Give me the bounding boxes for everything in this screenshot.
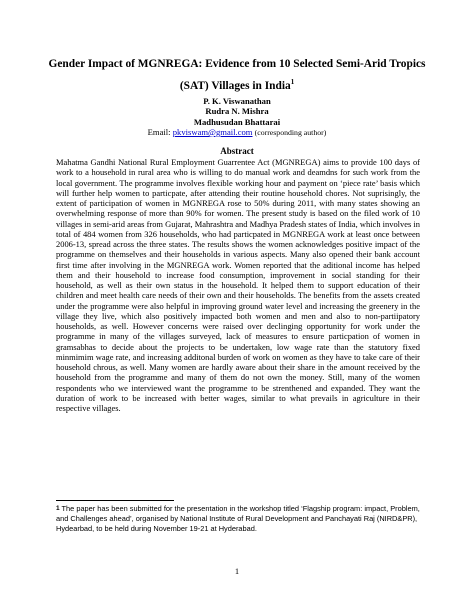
abstract-body: Mahatma Gandhi National Rural Employment Guarrentee Act (MGNREGA) aims to provide 100 days of work to a household in rural area who is willing to do manual work and deamdns for such work from the local government. The programme involves flexible working hour and payment on ‘piece rate’ basis which will further help women to particpate, after attending their routine household chores. Not suprisingly, the extent of participation of women in MGNREGA rose to 50% during 2011, with many states showing an overwhelming response of more than 90% for women. The present study is based on the filed work of 10 villages in semi-arid areas from Gujarat, Mahrashtra and Madhya Pradesh states of India, which involves in total of 484 women from 326 households, who had particpated in MGNREGA work at least once between 2006-13, spread across the three states. The results shows the women acknowledges positive impact of the programme on themselves and their households in various aspects. Many also opened their bank account first time after involving in the MGNREGA work. Women reported that the aditional income has helped them and their household to increase food consumption, improvement in social standing for their household, as well as their own status in the household. It helped them to support education of their children and meet health care needs of their own and their households. The benefits from the assets created under the programme were also helpful in improving ground water level and increasing the greenery in the village they live, which also positively impacted both women and men and also to non-partiipatory households, as well. However concerns were raised over declinging opportunity for work under the programme in many of the villages surveyed, lack of measures to ensure particpation of women in gramsabhas to decide about the projects to be undertaken, low wage rate than the statutory fixed minmimim wage rate, and increasing additonal burden of work on women as they have to take care of their household chrous, as well. Many women are hardly aware about their share in the amount received by the household from the programme and many of them do not own the money. Still, many of the women respondents who we interviewed want the programme to be strenthened and expanded. They want the duration of work to be increased with better wages, similar to what prevails in agriculture in their respective villages. xyxy=(56,157,420,413)
author-name: Rudra N. Mishra xyxy=(205,106,269,117)
title-line-2-text: (SAT) Villages in India xyxy=(179,79,291,92)
footnote-divider xyxy=(56,500,174,501)
author-name: P. K. Viswanathan xyxy=(203,96,271,106)
email-note: (corresponding author) xyxy=(254,127,327,137)
title-footnote-mark: 1 xyxy=(290,78,295,86)
title-line-2 xyxy=(40,73,434,95)
author-block xyxy=(40,96,434,138)
author-name: Madhusudan Bhattarai xyxy=(193,116,281,127)
email-link[interactable]: pkviswam@gmail.com xyxy=(172,126,253,137)
page-number: 1 xyxy=(234,566,240,576)
email-line xyxy=(40,127,434,138)
paper-title xyxy=(40,55,434,95)
email-label: Email: xyxy=(147,126,171,137)
footnote-mark: 1 xyxy=(56,505,60,512)
footnote xyxy=(56,504,420,534)
title-line-1: Gender Impact of MGNREGA: Evidence from 10 Selected Semi-Arid Tropics xyxy=(48,58,426,70)
abstract-heading: Abstract xyxy=(220,146,254,156)
footnote-text: The paper has been submitted for the presentation in the workshop titled ‘Flagship program: impact, Problem, and Challenges ahead’, organised by National Institute of Rural Development and Panchayati Raj (NIRD&PR), Hydearbad, to be held during November 19-21 at Hyderabad. xyxy=(56,504,420,533)
